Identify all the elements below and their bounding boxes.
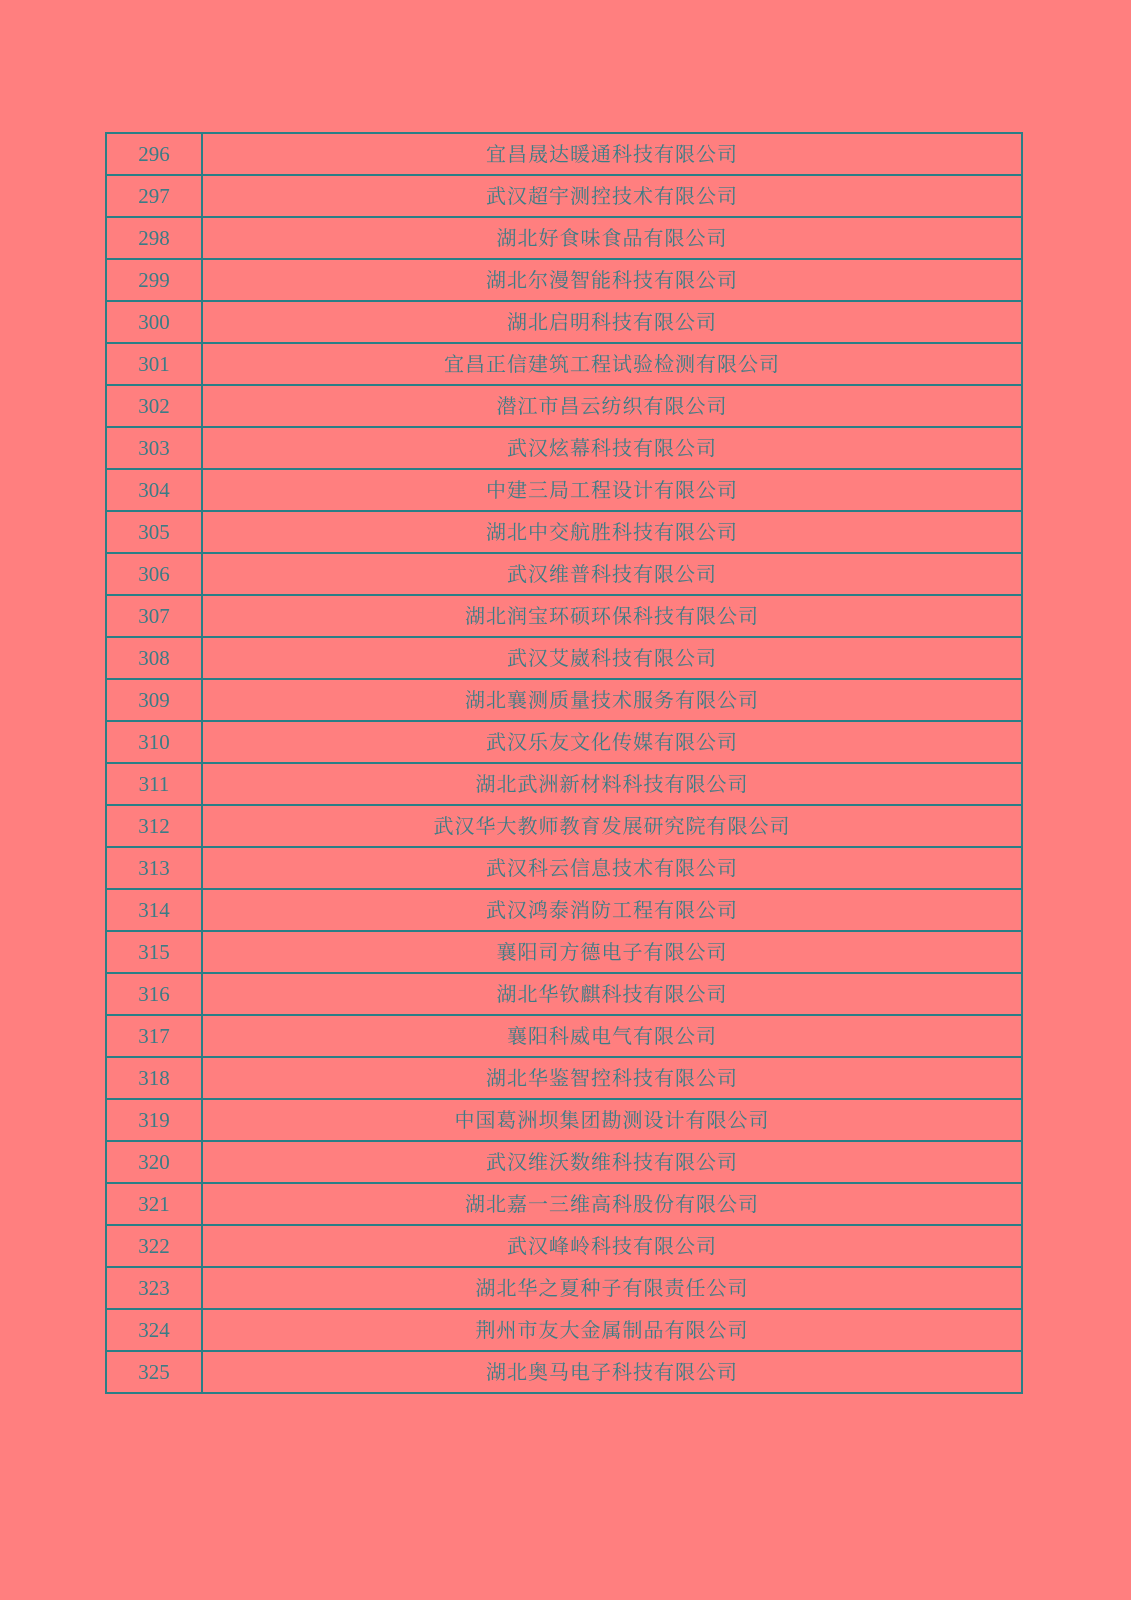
row-number: 303 (106, 427, 202, 469)
row-number: 318 (106, 1057, 202, 1099)
row-number: 312 (106, 805, 202, 847)
company-name: 宜昌晟达暖通科技有限公司 (202, 133, 1022, 175)
company-name: 襄阳科威电气有限公司 (202, 1015, 1022, 1057)
company-name: 湖北润宝环硕环保科技有限公司 (202, 595, 1022, 637)
company-name: 武汉乐友文化传媒有限公司 (202, 721, 1022, 763)
row-number: 325 (106, 1351, 202, 1393)
row-number: 316 (106, 973, 202, 1015)
row-number: 298 (106, 217, 202, 259)
table-row (106, 595, 1022, 637)
row-number: 296 (106, 133, 202, 175)
row-number: 320 (106, 1141, 202, 1183)
table-row (106, 301, 1022, 343)
company-name: 武汉鸿泰消防工程有限公司 (202, 889, 1022, 931)
row-number: 306 (106, 553, 202, 595)
table-row (106, 1309, 1022, 1351)
table-row (106, 1267, 1022, 1309)
row-number: 300 (106, 301, 202, 343)
table-row (106, 889, 1022, 931)
table-row (106, 427, 1022, 469)
row-number: 322 (106, 1225, 202, 1267)
row-number: 301 (106, 343, 202, 385)
company-name: 湖北华鉴智控科技有限公司 (202, 1057, 1022, 1099)
table-row (106, 385, 1022, 427)
row-number: 324 (106, 1309, 202, 1351)
table-row (106, 1225, 1022, 1267)
table-row (106, 1183, 1022, 1225)
company-name: 武汉超宇测控技术有限公司 (202, 175, 1022, 217)
table-row (106, 1141, 1022, 1183)
table-row (106, 1057, 1022, 1099)
company-name: 武汉科云信息技术有限公司 (202, 847, 1022, 889)
row-number: 305 (106, 511, 202, 553)
company-name: 湖北襄测质量技术服务有限公司 (202, 679, 1022, 721)
table-row (106, 931, 1022, 973)
table-row (106, 175, 1022, 217)
table-row (106, 469, 1022, 511)
table-row (106, 259, 1022, 301)
row-number: 314 (106, 889, 202, 931)
row-number: 309 (106, 679, 202, 721)
row-number: 302 (106, 385, 202, 427)
company-name: 中国葛洲坝集团勘测设计有限公司 (202, 1099, 1022, 1141)
row-number: 317 (106, 1015, 202, 1057)
row-number: 304 (106, 469, 202, 511)
row-number: 315 (106, 931, 202, 973)
row-number: 313 (106, 847, 202, 889)
company-name: 潜江市昌云纺织有限公司 (202, 385, 1022, 427)
company-name: 武汉炫幕科技有限公司 (202, 427, 1022, 469)
row-number: 310 (106, 721, 202, 763)
row-number: 319 (106, 1099, 202, 1141)
company-name: 湖北好食味食品有限公司 (202, 217, 1022, 259)
company-name: 武汉峰岭科技有限公司 (202, 1225, 1022, 1267)
company-name: 湖北嘉一三维高科股份有限公司 (202, 1183, 1022, 1225)
company-name: 武汉艾崴科技有限公司 (202, 637, 1022, 679)
table-row (106, 1015, 1022, 1057)
table-row (106, 763, 1022, 805)
row-number: 311 (106, 763, 202, 805)
table-row (106, 847, 1022, 889)
table-row (106, 1099, 1022, 1141)
company-name: 湖北奥马电子科技有限公司 (202, 1351, 1022, 1393)
row-number: 299 (106, 259, 202, 301)
company-name: 湖北尔漫智能科技有限公司 (202, 259, 1022, 301)
row-number: 297 (106, 175, 202, 217)
company-name: 湖北中交航胜科技有限公司 (202, 511, 1022, 553)
table-row (106, 511, 1022, 553)
company-name: 武汉维沃数维科技有限公司 (202, 1141, 1022, 1183)
table-row (106, 343, 1022, 385)
company-name: 荆州市友大金属制品有限公司 (202, 1309, 1022, 1351)
company-name: 湖北启明科技有限公司 (202, 301, 1022, 343)
row-number: 308 (106, 637, 202, 679)
table-row (106, 679, 1022, 721)
table-row (106, 1351, 1022, 1393)
company-name: 襄阳司方德电子有限公司 (202, 931, 1022, 973)
table-row (106, 805, 1022, 847)
company-name: 武汉华大教师教育发展研究院有限公司 (202, 805, 1022, 847)
company-name: 武汉维普科技有限公司 (202, 553, 1022, 595)
table-row (106, 637, 1022, 679)
table-row (106, 133, 1022, 175)
company-list-body (106, 133, 1022, 1393)
row-number: 307 (106, 595, 202, 637)
row-number: 321 (106, 1183, 202, 1225)
table-row (106, 217, 1022, 259)
company-name: 中建三局工程设计有限公司 (202, 469, 1022, 511)
company-name: 湖北华之夏种子有限责任公司 (202, 1267, 1022, 1309)
company-name: 宜昌正信建筑工程试验检测有限公司 (202, 343, 1022, 385)
table-row (106, 553, 1022, 595)
row-number: 323 (106, 1267, 202, 1309)
company-list-table (105, 132, 1023, 1394)
table-row (106, 973, 1022, 1015)
company-name: 湖北华钦麒科技有限公司 (202, 973, 1022, 1015)
table-row (106, 721, 1022, 763)
company-name: 湖北武洲新材料科技有限公司 (202, 763, 1022, 805)
